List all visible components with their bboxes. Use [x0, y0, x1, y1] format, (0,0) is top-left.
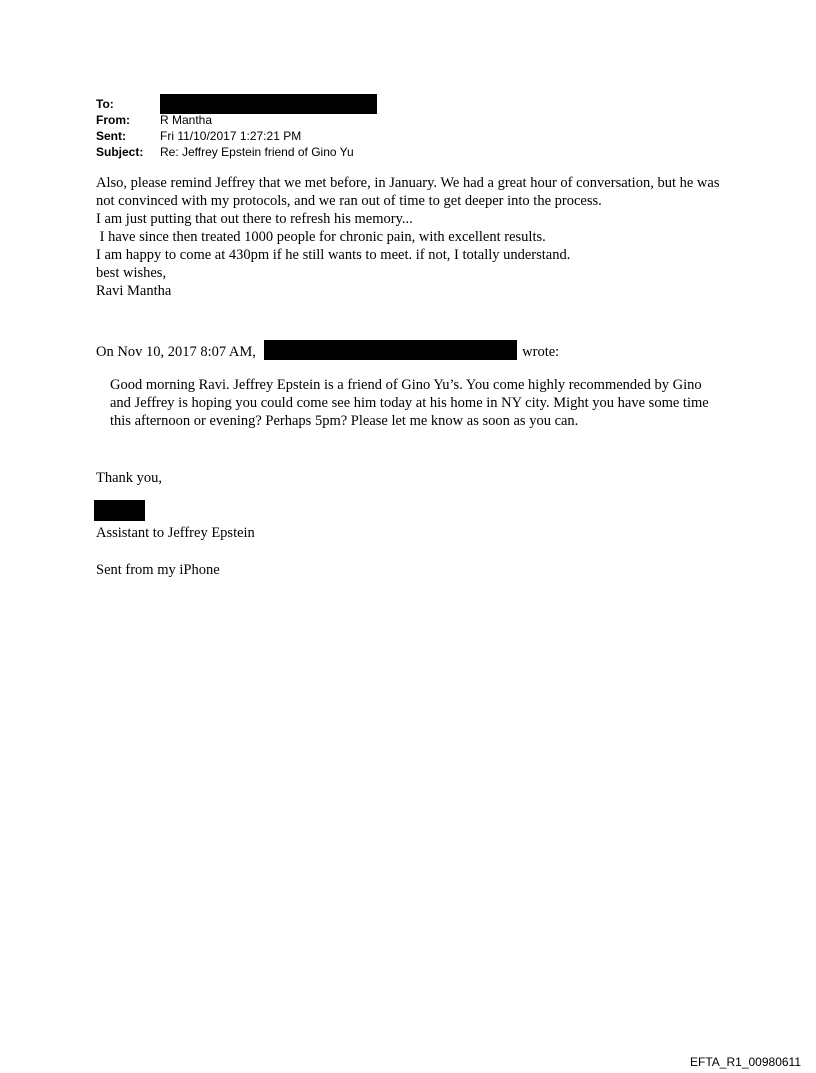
reply-line-3: I am happy to come at 430pm if he still wants to meet. if not, I totally understand. [96, 247, 571, 263]
quoted-intro-prefix: On Nov 10, 2017 8:07 AM, [96, 344, 256, 360]
quoted-intro-suffix: wrote: [522, 344, 560, 360]
subject-label: Subject: [96, 145, 144, 159]
from-label: From: [96, 113, 130, 127]
document-id: EFTA_R1_00980611 [690, 1055, 801, 1069]
to-label: To: [96, 97, 114, 111]
sent-value: Fri 11/10/2017 1:27:21 PM [160, 129, 302, 143]
sender-redaction [264, 340, 517, 360]
quoted-thanks: Thank you, [96, 470, 163, 486]
sent-row [96, 128, 377, 144]
reply-line-4: best wishes, [96, 265, 167, 281]
reply-paragraph: Also, please remind Jeffrey that we met before, in January. We had a great hour of conversation, but he was not convinced with my protocols, and we ran out of time to get deeper into the process. [96, 175, 720, 209]
sent-label: Sent: [96, 129, 126, 143]
reply-line-1: I am just putting that out there to refresh his memory... [96, 211, 413, 227]
to-row [96, 96, 377, 112]
reply-signature: Ravi Mantha [96, 283, 172, 299]
signer-redaction [94, 500, 145, 521]
quoted-message: Good morning Ravi. Jeffrey Epstein is a friend of Gino Yu’s. You come highly recommended by Gino and Jeffrey is hoping you could come see him today at his home in NY city. Might you have some time this afternoon or evening? Perhaps 5pm? Please let me know as soon as you can. [110, 377, 709, 429]
subject-value: Re: Jeffrey Epstein friend of Gino Yu [160, 145, 354, 159]
signature-title: Assistant to Jeffrey Epstein [96, 525, 255, 541]
sent-from: Sent from my iPhone [96, 562, 220, 578]
from-value: R Mantha [160, 113, 213, 127]
from-row [96, 112, 377, 128]
to-redaction [160, 94, 377, 114]
reply-line-2: I have since then treated 1000 people for chronic pain, with excellent results. [96, 229, 546, 245]
subject-row [96, 144, 377, 160]
reply-body [96, 174, 726, 300]
email-header [96, 96, 377, 160]
quoted-intro [96, 340, 559, 361]
